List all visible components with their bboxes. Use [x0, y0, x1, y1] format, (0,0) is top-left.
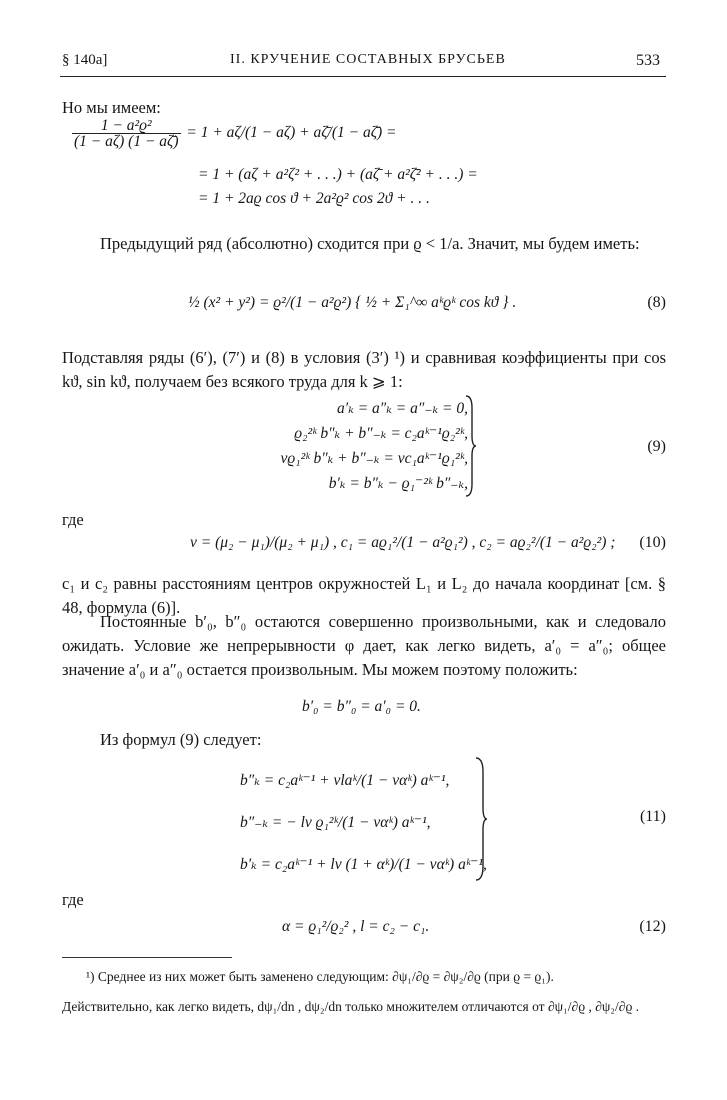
equation-number-12: (12): [639, 918, 666, 935]
paragraph-distances: c₁ и c₂ равны расстояниям центров окружностей L₁ и L₂ до начала координат [см. § 48, формула (6)].: [62, 574, 666, 617]
footnote-rule: [62, 957, 232, 958]
equation-9-system: [258, 396, 468, 496]
where-label-2: где: [62, 890, 84, 909]
equation-11-system: [240, 760, 487, 886]
equation-8: ½ (x² + y²) = ϱ²/(1 − a²ϱ²) { ½ + Σ₁^∞ aᵏϱᵏ cos kϑ } .: [188, 294, 517, 311]
page-number: 533: [636, 52, 660, 69]
paragraph-from-formulas: Из формул (9) следует:: [100, 730, 262, 749]
equation-number-9: (9): [647, 438, 666, 455]
equation-number-11: (11): [639, 808, 666, 825]
section-ref: § 140а]: [62, 52, 108, 68]
equation-11-row: b″ₖ = c₂aᵏ⁻¹ + νlaᵏ/(1 − ναᵏ) aᵏ⁻¹,: [240, 772, 450, 789]
paragraph-constants: Постоянные b′₀, b″₀ остаются совершенно произвольными, как и следовало ожидать. Условие же непрерывности φ дает, как легко видеть, a′₀ = a″₀; общее значение a′₀ и a″₀ остается произвольным. Мы можем поэтому положить:: [62, 612, 666, 679]
header-rule: [60, 76, 666, 77]
equation-expansion-line3: = 1 + 2aϱ cos ϑ + 2a²ϱ² cos 2ϑ + . . .: [198, 190, 430, 207]
paragraph-substitution: Подставляя ряды (6′), (7′) и (8) в условия (3′) ¹) и сравнивая коэффициенты при cos kϑ, sin kϑ, получаем без всякого труда для k ⩾ 1:: [62, 348, 666, 391]
equation-expansion-line1: [70, 118, 397, 149]
equation-9-row: a′ₖ = a″ₖ = a″₋ₖ = 0,: [337, 400, 468, 417]
right-brace-11: [474, 756, 488, 882]
equation-9-row: νϱ₁²ᵏ b″ₖ + b″₋ₖ = νc₁aᵏ⁻¹ϱ₁²ᵏ,: [280, 450, 468, 467]
equation-number-10: (10): [639, 534, 666, 551]
running-title: II. КРУЧЕНИЕ СОСТАВНЫХ БРУСЬЕВ: [230, 52, 506, 67]
equation-11-row: b″₋ₖ = − lν ϱ₁²ᵏ/(1 − ναᵏ) aᵏ⁻¹,: [240, 814, 431, 831]
equation-expansion-rhs: = 1 + aζ/(1 − aζ) + aζ̄/(1 − aζ̄) =: [186, 124, 397, 142]
where-label-1: где: [62, 510, 84, 529]
equation-expansion-fraction: [72, 118, 181, 149]
equation-10: ν = (μ₂ − μ₁)/(μ₂ + μ₁) , c₁ = aϱ₁²/(1 − a²ϱ₁²) , c₂ = aϱ₂²/(1 − a²ϱ₂²) ;: [190, 534, 616, 551]
equation-zero-constants: b′₀ = b″₀ = a′₀ = 0.: [302, 698, 421, 715]
equation-expansion-line2: = 1 + (aζ + a²ζ² + . . .) + (aζ̄ + a²ζ̄² + . . .) =: [198, 166, 478, 183]
fraction-denominator: (1 − aζ) (1 − aζ̄): [74, 133, 179, 150]
footnote-line-2: Действительно, как легко видеть, dψ₁/dn , dψ₂/dn только множителем отличаются от ∂ψ₁/∂ϱ , ∂ψ₂/∂ϱ .: [62, 999, 640, 1014]
fraction-numerator: 1 − a²ϱ²: [72, 118, 181, 134]
paragraph-convergence: Предыдущий ряд (абсолютно) сходится при ϱ < 1/a. Значит, мы будем иметь:: [100, 234, 640, 253]
equation-number-8: (8): [647, 294, 666, 311]
paragraph-intro: Но мы имеем:: [62, 98, 161, 117]
equation-12: α = ϱ₁²/ϱ₂² , l = c₂ − c₁.: [282, 918, 430, 935]
right-brace-9: [464, 394, 476, 498]
equation-9-row: b′ₖ = b″ₖ − ϱ₁⁻²ᵏ b″₋ₖ,: [328, 475, 468, 492]
equation-11-row: b′ₖ = c₂aᵏ⁻¹ + lν (1 + αᵏ)/(1 − ναᵏ) aᵏ⁻¹,: [240, 856, 487, 873]
equation-9-row: ϱ₂²ᵏ b″ₖ + b″₋ₖ = c₂aᵏ⁻¹ϱ₂²ᵏ,: [294, 425, 468, 442]
footnote-line-1: ¹) Среднее из них может быть заменено следующим: ∂ψ₁/∂ϱ = ∂ψ₂/∂ϱ (при ϱ = ϱ₁).: [86, 969, 554, 984]
